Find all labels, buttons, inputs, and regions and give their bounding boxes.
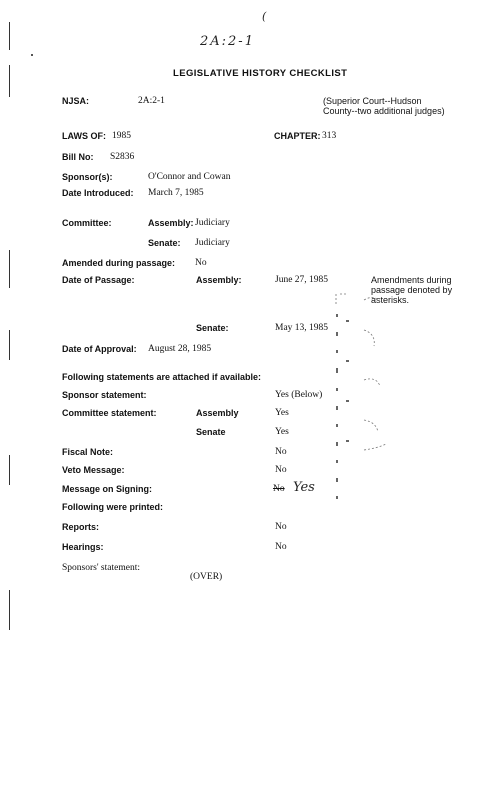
bill-no-label: Bill No:	[62, 152, 94, 162]
amended-value: No	[195, 258, 207, 268]
handwritten-mark: (	[262, 10, 267, 23]
message-signing-struck-value: No	[273, 484, 285, 494]
binding-edge-mark	[9, 455, 10, 485]
committee-assembly-label: Assembly:	[148, 218, 194, 228]
binding-edge-mark	[9, 590, 10, 630]
message-signing-label: Message on Signing:	[62, 484, 153, 494]
binding-edge-mark	[9, 250, 10, 288]
committee-label: Committee:	[62, 218, 112, 228]
approval-value: August 28, 1985	[148, 344, 212, 354]
fiscal-note-value: No	[275, 447, 287, 457]
amended-label: Amended during passage:	[62, 258, 176, 268]
bill-no-value: S2836	[110, 152, 135, 162]
sponsors-statement-footer-label: Sponsors' statement:	[62, 563, 140, 573]
passage-assembly-value: June 27, 1985	[275, 275, 329, 285]
chapter-label: CHAPTER:	[274, 131, 321, 141]
sponsor-statement-label: Sponsor statement:	[62, 390, 147, 400]
committee-senate-label: Senate:	[148, 238, 181, 248]
njsa-value: 2A:2-1	[138, 96, 165, 106]
laws-of-label: LAWS OF:	[62, 131, 106, 141]
over-marker: (OVER)	[190, 572, 223, 582]
handwritten-code: 2A:2-1	[200, 34, 255, 49]
committee-statement-assembly-label: Assembly	[196, 408, 239, 418]
passage-note: Amendments during passage denoted by asterisks.	[371, 275, 453, 305]
hearings-value: No	[275, 542, 287, 552]
committee-assembly-value: Judiciary	[195, 218, 230, 228]
committee-statement-senate-label: Senate	[196, 427, 226, 437]
scan-speck	[31, 54, 33, 56]
approval-label: Date of Approval:	[62, 344, 137, 354]
binding-edge-mark	[9, 22, 10, 50]
attached-heading: Following statements are attached if available:	[62, 372, 262, 382]
printed-heading: Following were printed:	[62, 502, 163, 512]
laws-of-value: 1985	[112, 131, 131, 141]
stamp-residue	[330, 290, 390, 520]
reports-value: No	[275, 522, 287, 532]
fiscal-note-label: Fiscal Note:	[62, 447, 114, 457]
passage-senate-value: May 13, 1985	[275, 323, 329, 333]
veto-message-value: No	[275, 465, 287, 475]
veto-message-label: Veto Message:	[62, 465, 125, 475]
date-introduced-label: Date Introduced:	[62, 188, 134, 198]
committee-statement-label: Committee statement:	[62, 408, 157, 418]
sponsors-value: O'Connor and Cowan	[148, 172, 231, 182]
date-introduced-value: March 7, 1985	[148, 188, 204, 198]
page-title: LEGISLATIVE HISTORY CHECKLIST	[173, 68, 348, 79]
committee-statement-assembly-value: Yes	[275, 408, 289, 418]
message-signing-handwritten-value: Yes	[293, 480, 315, 495]
passage-assembly-label: Assembly:	[196, 275, 242, 285]
sponsors-label: Sponsor(s):	[62, 172, 113, 182]
binding-edge-mark	[9, 330, 10, 360]
chapter-value: 313	[322, 131, 337, 141]
njsa-note: (Superior Court--Hudson County--two additional judges)	[323, 96, 445, 116]
committee-statement-senate-value: Yes	[275, 427, 289, 437]
passage-label: Date of Passage:	[62, 275, 135, 285]
hearings-label: Hearings:	[62, 542, 104, 552]
binding-edge-mark	[9, 65, 10, 97]
sponsor-statement-value: Yes (Below)	[275, 390, 323, 400]
reports-label: Reports:	[62, 522, 100, 532]
njsa-label: NJSA:	[62, 96, 90, 106]
passage-senate-label: Senate:	[196, 323, 229, 333]
committee-senate-value: Judiciary	[195, 238, 230, 248]
